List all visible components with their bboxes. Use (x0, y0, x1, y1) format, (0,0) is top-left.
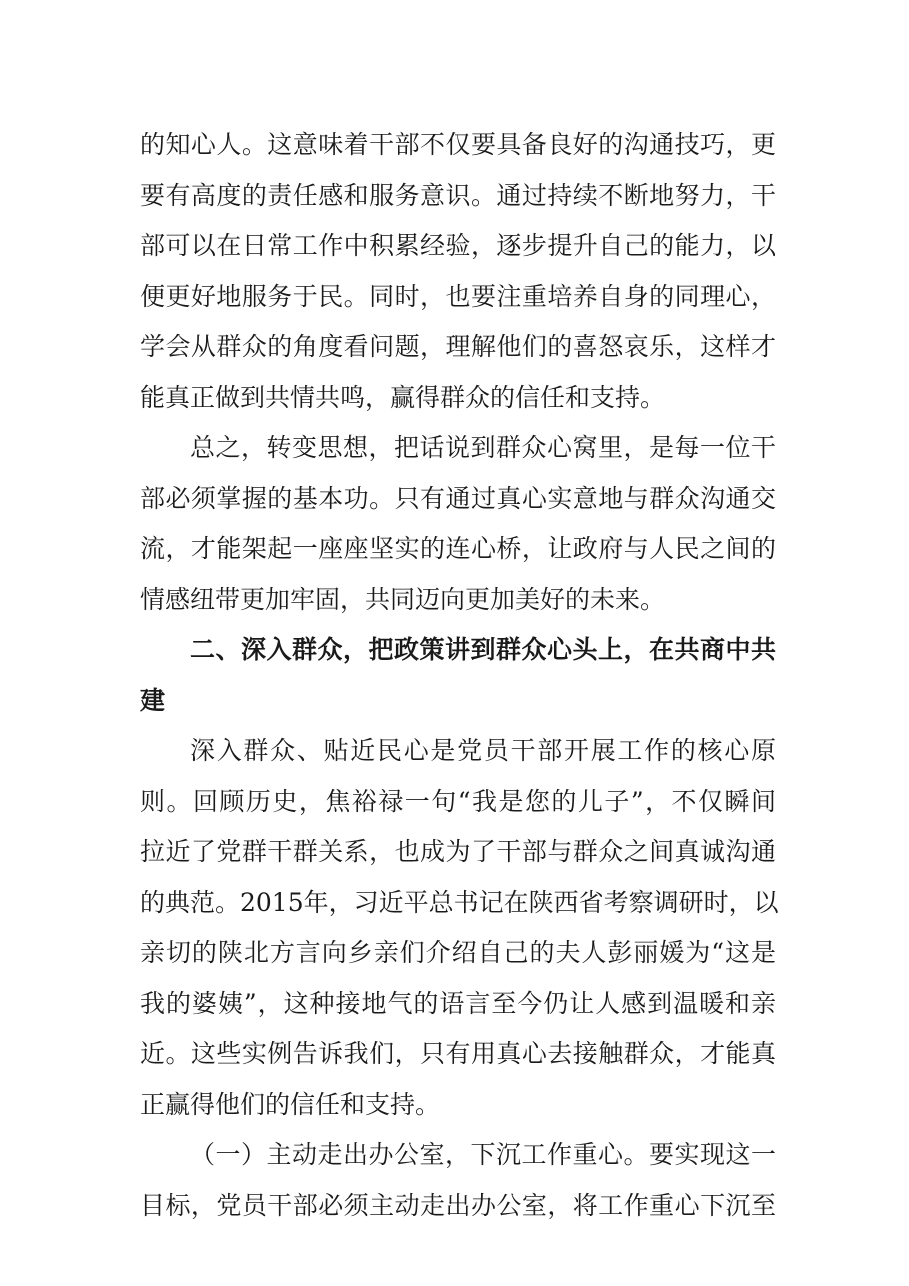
text-line: 则。回顾历史，焦裕禄一句“我是您的儿子”，不仅瞬间 (140, 786, 776, 816)
text-line: 总之，转变思想，把话说到群众心窝里，是每一位干 (190, 433, 776, 462)
paragraph-principle (140, 726, 779, 1130)
text-line: 深入群众、贴近民心是党员干部开展工作的核心原 (190, 736, 776, 765)
text-line: 能真正做到共情共鸣，赢得群众的信任和支持。 (140, 382, 666, 412)
section-heading (140, 625, 776, 726)
heading-line: 二、深入群众，把政策讲到群众心头上，在共商中共 (190, 635, 776, 664)
text-line: 部可以在日常工作中积累经验，逐步提升自己的能力，以 (140, 231, 776, 260)
heading-line: 建 (140, 685, 166, 715)
text-line: 我的婆姨”，这种接地气的语言至今仍让人感到温暖和亲 (140, 988, 776, 1018)
text-line: 便更好地服务于民。同时，也要注重培养自身的同理心， (140, 281, 776, 311)
text-line: 拉近了党群干群关系，也成为了干部与群众之间真诚沟通 (140, 837, 776, 866)
paragraph-summary (140, 423, 776, 625)
text-line: 的知心人。这意味着干部不仅要具备良好的沟通技巧，更 (140, 130, 776, 159)
text-line: （一）主动走出办公室，下沉工作重心。要实现这一 (190, 1140, 776, 1169)
text-line: 目标，党员干部必须主动走出办公室，将工作重心下沉至 (140, 1190, 776, 1220)
text-line: 亲切的陕北方言向乡亲们介绍自己的夫人彭丽媛为“这是 (140, 938, 776, 967)
text-line: 学会从群众的角度看问题，理解他们的喜怒哀乐，这样才 (140, 332, 776, 361)
text-line: 部必须掌握的基本功。只有通过真心实意地与群众沟通交 (140, 483, 776, 513)
text-line: 的典范。2015年，习近平总书记在陕西省考察调研时，以 (140, 887, 779, 917)
text-line: 要有高度的责任感和服务意识。通过持续不断地努力，干 (140, 180, 776, 210)
paragraph-continuation (140, 120, 776, 423)
text-line: 情感纽带更加牢固，共同迈向更加美好的未来。 (140, 584, 666, 614)
document-body (140, 120, 779, 1231)
paragraph-subsection-one (140, 1130, 776, 1231)
text-line: 流，才能架起一座座坚实的连心桥，让政府与人民之间的 (140, 534, 776, 563)
text-line: 近。这些实例告诉我们，只有用真心去接触群众，才能真 (140, 1039, 776, 1068)
text-line: 正赢得他们的信任和支持。 (140, 1089, 441, 1119)
